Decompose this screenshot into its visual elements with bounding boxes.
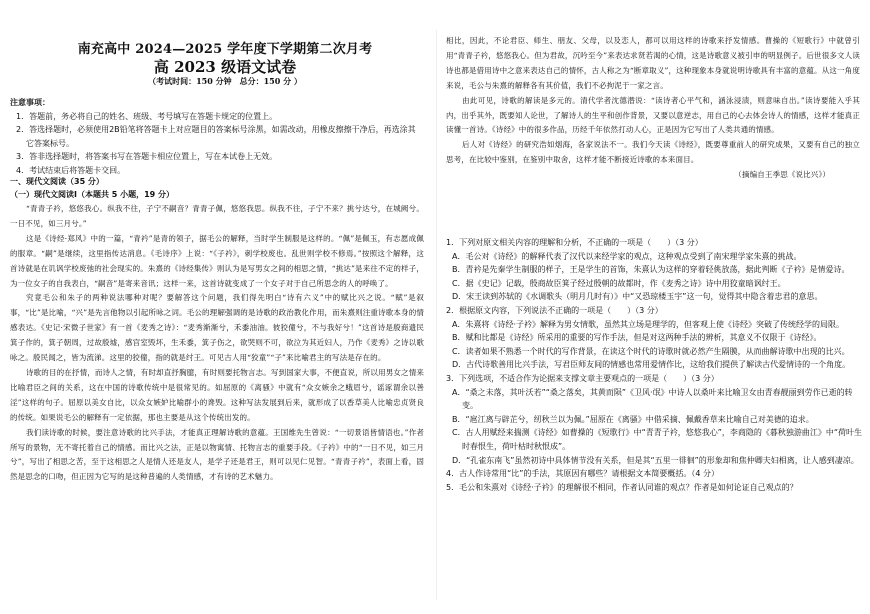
passage-left [10, 202, 424, 485]
passage-paragraph: 由此可见，诗歌的解读是多元的。清代学者沈德潜说：“读诗者心平气和，涵泳浸渍，则意味自出。”读诗要能入乎其内，出乎其外，既要知人论世，了解诗人的生平和创作背景，又要以意逆志，用自己的心去体会诗人的情感，这样才能真正读懂一首诗。《诗经》中的很多作品，历经千年依然打动人心，正是因为它写出了人类共通的情感。 [446, 95, 860, 135]
text-heading: （一）现代文阅读Ⅰ（本题共 5 小题，19 分） [10, 190, 175, 199]
passage-source: （摘编自王季思《说比兴》） [734, 170, 830, 180]
passage-paragraph: “青青子衿，悠悠我心。纵我不往，子宁不嗣音？青青子佩，悠悠我思。纵我不往，子宁不来？挑兮达兮，在城阙兮。一日不见，如三月兮。” [10, 204, 424, 228]
question-list [446, 236, 862, 494]
passage-paragraph: 我们读诗歌的时候，要注意诗歌的比兴手法，才能真正理解诗歌的意蕴。王国维先生曾说：“一切景语皆情语也。”作者所写的景物，无不寄托着自己的情感。而比兴之法，正是以物寓情、托物言志的重要手段。《子衿》中的“一日不见，如三月兮”，写出了相思之苦，至于这相思之人是情人还是友人，是学子还是君王，则可以见仁见智。“青青子衿”，表面上看，固然是思念的口吻，但正因为它写的是这种普遍的人类情感，才有诗的艺术魅力。 [10, 427, 424, 482]
exam-subtitle: 高 2023 级语文试卷 [153, 58, 297, 76]
column-divider [436, 30, 437, 600]
question-stem: 1．下列对原文相关内容的理解和分析，不正确的一项是（ ）（3 分） [446, 238, 703, 247]
exam-meta: （考试时间：150 分钟 总分：150 分 ） [148, 76, 302, 86]
passage-paragraph: 后人对《诗经》的研究浩如烟海，各家说法不一。我们今天读《诗经》，既要尊重前人的研究成果，又要有自己的独立思考，在比较中鉴别，在鉴别中取舍，这样才能不断接近诗歌的本来面目。 [446, 140, 860, 165]
exam-title: 南充高中 2024—2025 学年度下学期第二次月考 [77, 42, 373, 57]
left-column [0, 0, 434, 614]
question-stem: 2．根据原文内容，下列说法不正确的一项是（ ）（3 分） [446, 305, 663, 315]
passage-paragraph: 究竟毛公和朱子的两种说法哪种对呢？要解答这个问题，我们得先明白“诗有六义”中的赋比兴之说。“赋”是叙事，“比”是比喻，“兴”是先言他物以引起所咏之词。毛公的理解强调的是诗歌的政治教化作用，而朱熹则注重诗歌本身的情感表达。《史记·宋微子世家》有一首《麦秀之诗》：“麦秀渐渐兮，禾黍油油。彼狡僮兮，不与我好兮！”这首诗是殷商遗民箕子作的，箕子朝周，过故殷墟，感宫室毁坏，生禾黍，箕子伤之，欲哭则不可，欲泣为其近妇人，乃作《麦秀》之诗以歌咏之。殷民闻之，皆为流涕。这里的狡僮，指的就是纣王。可见古人用“狡童”“子”来比喻君主的写法是存在的。 [10, 293, 424, 363]
note-item: 4．考试结束后将答题卡交回。 [16, 165, 126, 175]
option-a[interactable]: A．毛公对《诗经》的解释代表了汉代以来经学家的观点，这种观点受到了南宋理学家朱熹的挑战。 [452, 251, 802, 261]
passage-paragraph: 这是《诗经·郑风》中的一篇，“青衿”是青的领子，据毛公的解释，当时学生制服是这样的。“佩”是佩玉，有志愿成佩的服章。“嗣”是继续，这里指传达消息。《毛诗序》上说：“《子衿》，刺学校废也。乱世则学校不修焉。”按照这个解释，这首诗就是在讥讽学校废弛的社会现实的。朱熹的《诗经集传》则认为是写男女之间的相思之情，“挑达”是来往不定的样子，为一位女子的自我表白，“嗣音”是寄来音讯；这样一来，这首诗就变成了一个女子对于自己所思念的人的呼唤了。 [10, 233, 424, 288]
option-b[interactable]: B．“扈江离与辟芷兮，纫秋兰以为佩。”屈原在《离骚》中借采摘、佩戴香草来比喻自己对美德的追求。 [452, 414, 814, 424]
note-item: 3．答非选择题时，将答案书写在答题卡相应位置上，写在本试卷上无效。 [16, 152, 278, 161]
right-column [438, 0, 870, 614]
option-a[interactable]: A．朱熹将《诗经·子衿》解释为男女情歌，虽然其立场是理学的，但客观上使《诗经》突破了传统经学的局限。 [452, 319, 845, 329]
passage-right [446, 34, 860, 183]
section-heading: 一、现代文阅读（35 分） [10, 177, 104, 186]
option-a[interactable]: A．“桑之未落，其叶沃若”“桑之落矣，其黄而陨”《卫风·氓》中诗人以桑叶来比喻卫女由青春靓丽到劳作已逝的转变。 [452, 387, 853, 411]
option-b[interactable]: B．赋和比都是《诗经》所采用的重要的写作手法，但是对这两种手法的辨析，其意义不仅限于《诗经》。 [452, 333, 822, 343]
option-b[interactable]: B．青衿是先秦学生制服的样子，王是学生的首饰，朱熹认为这样的穿着轻佻放荡，据此判断《子衿》是情爱诗。 [452, 265, 850, 275]
exam-notes [10, 96, 420, 177]
question-stem: 5．毛公和朱熹对《诗经·子衿》的理解很不相同，作者认同谁的观点？作者是如何论证自己观点的？ [446, 482, 798, 492]
question-stem: 3．下列选项，不适合作为论据来支撑文章主要观点的一项是（ ）（3 分） [446, 373, 719, 383]
option-c[interactable]: C．据《史记》记载，殷商故臣箕子经过殷朝的故都时，作《麦秀之诗》诗中用狡童暗讽纣王。 [452, 278, 786, 288]
question-stem: 4．古人作诗常用“比”的手法，其原因有哪些？请根据文本简要概括。（4 分） [446, 469, 720, 479]
note-item: 2．答选择题时，必须使用2B铅笔将答题卡上对应题目的答案标号涂黑，如需改动，用橡皮擦擦干净后，再选涂其它答案标号。 [16, 125, 416, 148]
option-d[interactable]: D．古代诗歌善用比兴手法，写君臣师友间的情感也常用爱情作比，这给我们提供了解读古代爱情诗的一个角度。 [452, 360, 851, 370]
passage-paragraph: 相比，因此，不论君臣、师生、朋友、父母，以及恋人，都可以用这样的诗歌来抒发情感。曹操的《短歌行》中就曾引用“青青子衿，悠悠我心。但为君故，沉吟至今”来表达求贤若渴的心情，这是诗歌意义被引申的明显例子。后世很多文人读诗也都是借用诗中之意来表达自己的情怀，古人称之为“断章取义”，这种现象本身就说明诗歌具有丰富的意蕴。从这一角度来说，毛公与朱熹的解释各有其价值，我们不必拘泥于一家之言。 [446, 36, 860, 90]
option-c[interactable]: C．古人用赋经来揣测《诗经》如曹操的《短歌行》中“青青子衿，悠悠我心”，李商隐的《暮秋独游曲江》中“荷叶生时春恨生，荷叶枯时秋恨成”。 [452, 428, 863, 451]
option-c[interactable]: C．读者如果不熟悉一个时代的写作背景，在读这个时代的诗歌时就必然产生隔膜，从而曲解诗歌中出现的比兴。 [452, 346, 850, 356]
notes-heading: 注意事项： [10, 98, 50, 107]
note-item: 1．答题前，务必将自己的姓名、班级、考号填写在答题卡规定的位置上。 [16, 111, 278, 121]
passage-paragraph: 诗歌的目的在抒情，而诗人之情，有时却直抒胸臆，有时则要托物言志。写到国家大事，不便直说，所以用男女之情来比喻君臣之间的关系，这在中国的诗歌传统中是很常见的。如屈原的《离骚》中就有“众女嫉余之蛾眉兮，谣诼谓余以善淫”这样的句子。屈原以美女自比，以众女嫉妒比喻群小的谗毁。这种写法发展到后来，就形成了以香草美人比喻忠贞贤良的传统。如果说毛公的解释有一定依据，那也主要是从这个传统出发的。 [10, 367, 424, 422]
option-d[interactable]: D．宋王读到苏轼的《水调歌头（明月几时有）》中“又恐琼楼玉宇”这一句，觉得其中隐含着忠君的意思。 [452, 292, 823, 302]
option-d[interactable]: D．“孔雀东南飞”虽然初诗中具体情节没有关系，但是其“五里一徘徊”的形象却和焦仲卿夫妇相离，让人感到凄凉。 [452, 455, 859, 465]
